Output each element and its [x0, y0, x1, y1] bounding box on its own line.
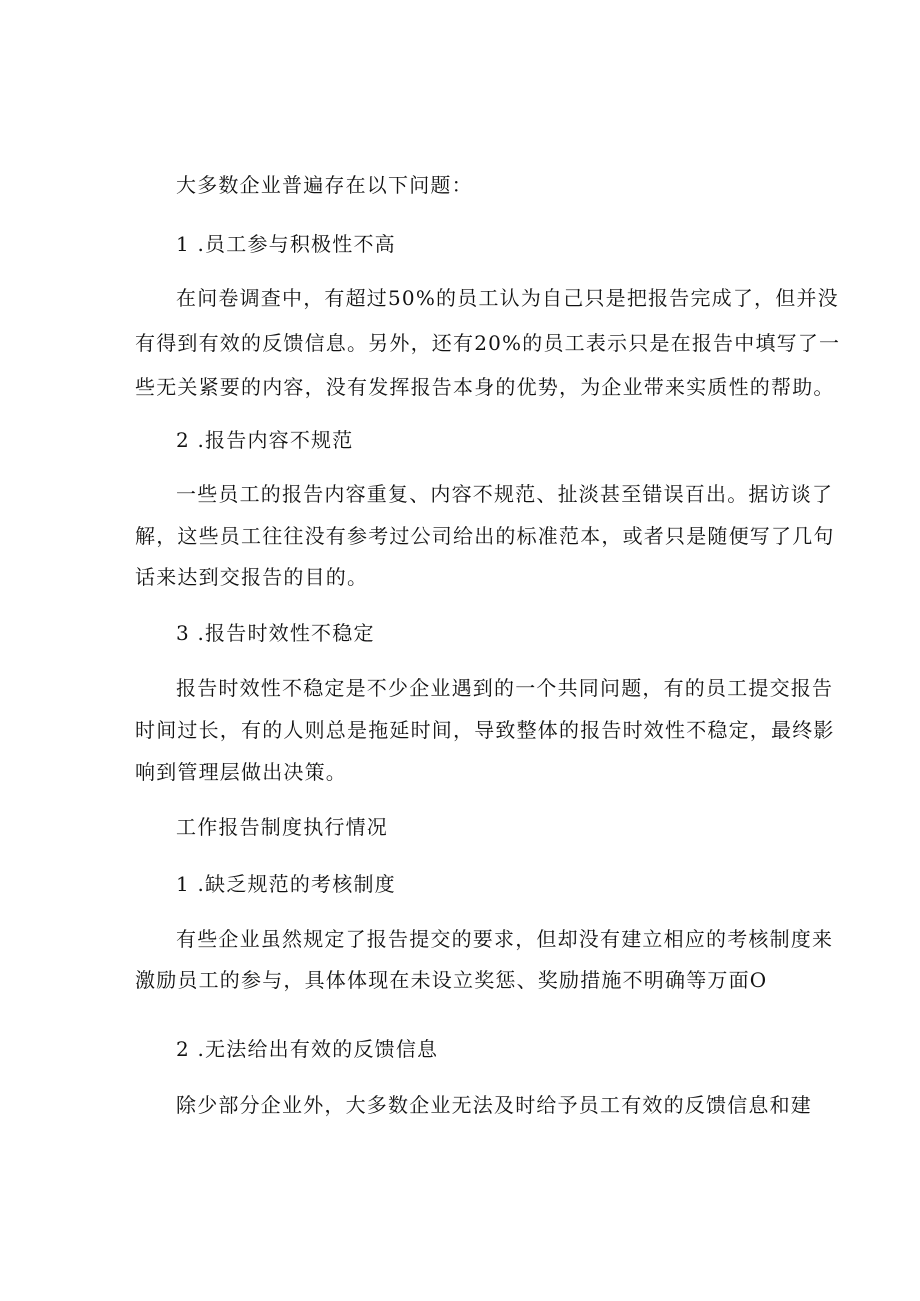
paragraph-line: 有得到有效的反馈信息。另外，还有20%的员工表示只是在报告中填写了一 — [135, 331, 841, 355]
paragraph-line: 一些员工的报告内容重复、内容不规范、扯淡甚至错误百出。据访谈了 — [176, 482, 834, 506]
paragraph-line: 报告时效性不稳定是不少企业遇到的一个共同问题，有的员工提交报告 — [176, 676, 834, 700]
paragraph-line: 有些企业虽然规定了报告提交的要求，但却没有建立相应的考核制度来 — [176, 927, 834, 951]
section-heading-participation: 1 .员工参与积极性不高 — [176, 232, 396, 256]
paragraph-line: 在问卷调查中，有超过50%的员工认为自己只是把报告完成了，但并没 — [176, 286, 839, 310]
paragraph-line: 些无关紧要的内容，没有发挥报告本身的优势，为企业带来实质性的帮助。 — [135, 375, 835, 399]
paragraph-line: 除少部分企业外，大多数企业无法及时给予员工有效的反馈信息和建 — [176, 1093, 812, 1117]
paragraph-line: 激励员工的参与，具体体现在未设立奖惩、奖励措施不明确等万面O — [135, 968, 768, 992]
paragraph-line: 时间过长，有的人则总是拖延时间，导致整体的报告时效性不稳定，最终影 — [135, 718, 835, 742]
section-heading-assessment: 1 .缺乏规范的考核制度 — [176, 872, 396, 896]
section-heading-feedback: 2 .无法给出有效的反馈信息 — [176, 1037, 439, 1061]
paragraph-line: 解，这些员工往往没有参考过公司给出的标准范本，或者只是随便写了几句 — [135, 524, 835, 548]
paragraph-line: 响到管理层做出决策。 — [135, 760, 347, 784]
intro-text: 大多数企业普遍存在以下问题： — [176, 173, 473, 197]
paragraph-line: 话来达到交报告的目的。 — [135, 565, 369, 589]
section-heading-timeliness: 3 .报告时效性不稳定 — [176, 621, 375, 645]
section-heading-content: 2 .报告内容不规范 — [176, 428, 354, 452]
part-title-execution: 工作报告制度执行情况 — [176, 815, 388, 839]
